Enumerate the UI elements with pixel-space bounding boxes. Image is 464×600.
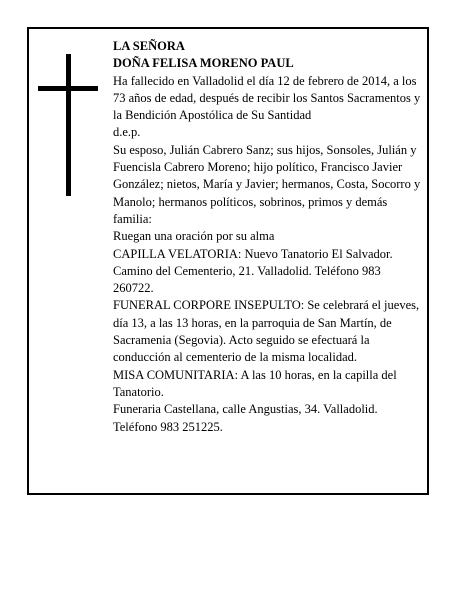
deceased-name: DOÑA FELISA MORENO PAUL: [113, 56, 294, 71]
prayer-request: Ruegan una oración por su alma: [113, 229, 275, 244]
death-statement: Ha fallecido en Valladolid el día 12 de febrero de 2014, a los 73 años de edad, después de recibir los Santos Sacramentos y la Bendición Apostólica de Su Santidad: [113, 73, 421, 123]
dep-abbreviation: d.e.p.: [113, 125, 141, 140]
notice-title: LA SEÑORA: [113, 39, 185, 53]
cross-icon: [66, 54, 71, 196]
cross-icon-crossbar: [38, 86, 98, 91]
mass-info: MISA COMUNITARIA: A las 10 horas, en la capilla del Tanatorio.: [113, 367, 397, 399]
funeral-info: FUNERAL CORPORE INSEPULTO: Se celebrará el jueves, día 13, a las 13 horas, en la parroquia de San Martín, de Sacramenia (Segovia). Acto seguido se efectuará la conducción al cementerio de la misma localidad.: [113, 298, 420, 365]
funeral-home-info: Funeraria Castellana, calle Angustias, 34. Valladolid. Teléfono 983 251225.: [113, 402, 378, 434]
obituary-text-block: [113, 38, 421, 436]
family-list: Su esposo, Julián Cabrero Sanz; sus hijos, Sonsoles, Julián y Fuencisla Cabrero Moreno; hijo político, Francisco Javier González; nietos, María y Javier; hermanos, Costa, Socorro y Manolo; hermanos políticos, sobrinos, primos y demás familia:: [113, 142, 421, 226]
chapel-info: CAPILLA VELATORIA: Nuevo Tanatorio El Salvador. Camino del Cementerio, 21. Valladolid. Teléfono 983 260722.: [113, 246, 393, 296]
